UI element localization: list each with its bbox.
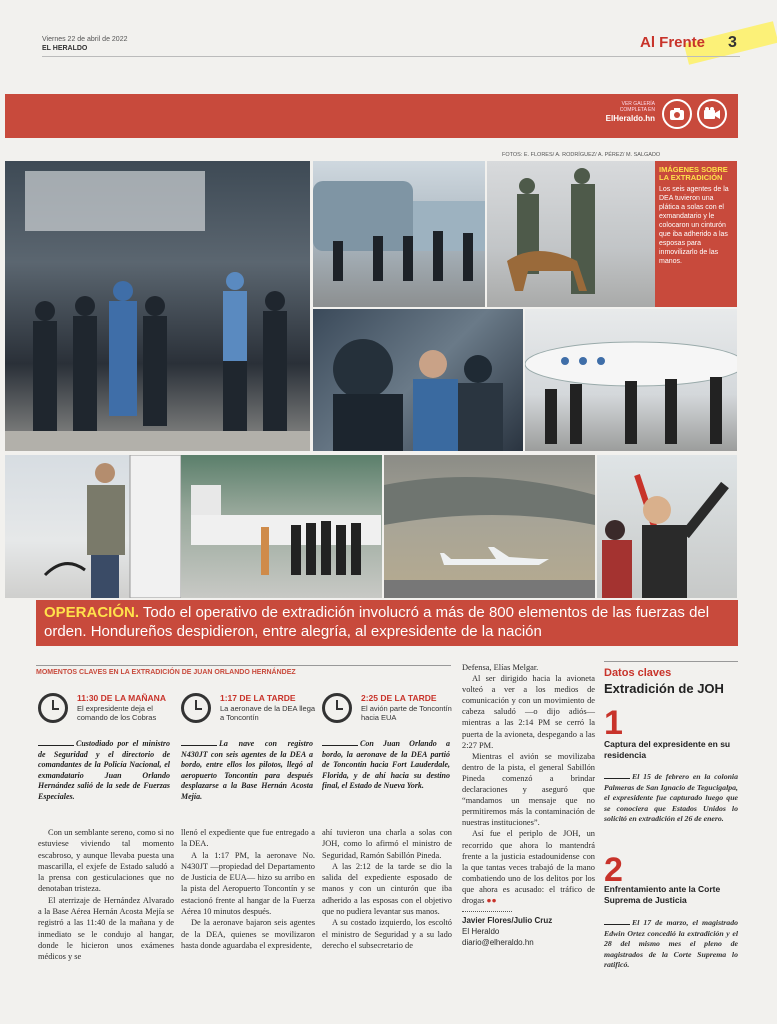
- timeline-time-1: 11:30 DE LA MAÑANA: [77, 693, 166, 703]
- photo-dea-plane-boarding: [525, 309, 737, 451]
- photo-armored-vans: [313, 161, 485, 307]
- article-paragraph: Al ser dirigido hacia la avioneta volteó a ver a los medios de comunicación y con un movimiento de cabeza saludó —o dijo adiós— mientras a las 2:14 PM se cerró la puerta de la avioneta, despegando a las 2:27 PM.: [462, 674, 595, 750]
- gallery-link[interactable]: ElHeraldo.hn: [605, 114, 655, 123]
- images-sidebox: [655, 161, 737, 307]
- article-paragraph: Así fue el periplo de JOH, un recorrido que ahora lo mantendrá frente a la justicia estadounidense con la que tantas veces trabajó de la mano combatiendo uno de los delitos por los que ahora es acusado: el tráfico de drogas ●●: [462, 829, 595, 905]
- timeline-time-3: 2:25 DE LA TARDE: [361, 693, 437, 703]
- timeline-body-3: Con Juan Orlando a bordo, la aeronave de la DEA partió de Toncontín hacia Fort Lauderdale, Florida, y de ahí hacia su destino final, el Estado de Nueva York.: [322, 739, 450, 790]
- article-paragraph: Mientras el avión se movilizaba dentro de la pista, el general Sabillón Pineda comenzó a brindar declaraciones y aseguró que “mandamos un mensaje que no permitiremos más la contaminación de nuestras instituciones”.: [462, 751, 595, 828]
- timeline-desc-2: La aeronave de la DEA llega a Toncontín: [220, 704, 316, 722]
- article-paragraph: De la aeronave bajaron seis agentes de la DEA, quienes se movilizaron hasta donde aguardaba el expresidente,: [181, 918, 315, 950]
- author-email[interactable]: diario@elheraldo.hn: [462, 938, 534, 948]
- datos-title: Extradición de JOH: [604, 681, 724, 696]
- datos-heading-1: Captura del expresidente en su residencia: [604, 739, 731, 760]
- datos-divider: [604, 661, 738, 662]
- datos-number-2: 2: [604, 851, 623, 889]
- article-paragraph: Con un semblante sereno, como si no estuviese viviendo tal momento escabroso, y aunque llevaba puesta una mascarilla, el exjefe de Estado saludó a la prensa con gesticulaciones que no denotaban tristeza.: [38, 828, 174, 894]
- timeline-divider: [36, 665, 451, 666]
- article-column-3: [322, 827, 452, 951]
- photo-plane-takeoff: [384, 455, 595, 598]
- video-camera-icon[interactable]: [697, 99, 727, 129]
- clock-icon: [181, 693, 211, 723]
- datos-number-1: 1: [604, 704, 623, 742]
- article-paragraph: Defensa, Elías Melgar.: [462, 663, 539, 672]
- timeline-body-1: Custodiado por el ministro de Seguridad y el directorio de comandantes de la Policía Nacional, el exmandatario Juan Orlando Hernández salió de la sede de Fuerzas Especiales.: [38, 739, 170, 801]
- page-number: 3: [728, 34, 737, 51]
- article-column-1: [38, 827, 174, 963]
- datos-body-1: El 15 de febrero en la colonia Palmeras de San Ignacio de Tegucigalpa, el expresidente fue capturado luego que se conociera que Estados Unidos lo solicitó en extradición el 26 de enero.: [604, 772, 738, 823]
- issue-date: Viernes 22 de abril de 2022: [42, 36, 128, 43]
- photo-agent-with-chains: [5, 455, 181, 598]
- clock-icon: [322, 693, 352, 723]
- photo-caption-bar: [36, 600, 738, 646]
- article-paragraph: ahí tuvieron una charla a solas con JOH, como lo afirmó el ministro de Seguridad, Ramón Sabillón Pineda.: [322, 828, 452, 860]
- author-names: Javier Flores/Julio Cruz: [462, 916, 553, 926]
- caption-text: Todo el operativo de extradición involucró a más de 800 elementos de las fuerzas del orden. Hondureños despidieron, entre alegría, al expresidente de la nación: [44, 604, 710, 640]
- section-title: Al Frente: [640, 34, 706, 51]
- photo-agents-at-plane: [181, 455, 382, 598]
- camera-icon[interactable]: [662, 99, 692, 129]
- sidebox-title: IMÁGENES SOBRE LA EXTRADICIÓN: [659, 165, 728, 182]
- photo-k9-unit: [487, 161, 655, 307]
- timeline-desc-3: El avión parte de Toncontín hacia EUA: [361, 704, 452, 722]
- author-paper: El Heraldo: [462, 927, 500, 937]
- sidebox-text: Los seis agentes de la DEA tuvieron una plática a solas con el exmandatario y le colocaron un cinturón que iba adherido a las esposas para inmovilizarlo de las manos.: [659, 186, 729, 265]
- photo-police-escort: [5, 161, 310, 451]
- caption-kicker: OPERACIÓN.: [44, 604, 140, 621]
- timeline-time-2: 1:17 DE LA TARDE: [220, 693, 296, 703]
- newspaper-name: EL HERALDO: [42, 45, 88, 52]
- header-divider: [42, 56, 740, 57]
- photo-credits: FOTOS: E. FLORES/ A. RODRÍGUEZ/ A. PÉREZ/ M. SALGADO: [502, 152, 661, 158]
- gallery-label: VER GALERÍA COMPLETA EN: [619, 101, 655, 113]
- photo-prisoner-transfer: [313, 309, 523, 451]
- article-paragraph: A su costado izquierdo, los escoltó el ministro de Seguridad y a su lado derecho el subsecretario de: [322, 918, 452, 950]
- timeline-desc-1: El expresidente deja el comando de los Cobras: [77, 704, 157, 722]
- article-column-4: [462, 662, 595, 948]
- signature-divider: [462, 911, 512, 912]
- datos-body-2: El 17 de marzo, el magistrado Edwin Ortez concedió la extradición y el 28 del mismo mes el pleno de magistrados de la Corte Suprema lo ratificó.: [604, 918, 738, 969]
- article-column-2: [181, 827, 315, 951]
- datos-heading-2: Enfrentamiento ante la Corte Suprema de Justicia: [604, 884, 721, 905]
- article-paragraph: A la 1:17 PM, la aeronave No. N430JT —propiedad del Departamento de Justicia de EUA— hizo su arribo en la pista del Aeropuerto Toncontín y se estacionó frente al hangar de la Fuerza Aérea 10 minutos después.: [181, 850, 315, 917]
- article-paragraph: llenó el expediente que fue entregado a la DEA.: [181, 828, 315, 849]
- clock-icon: [38, 693, 68, 723]
- timeline-body-2: La nave con registro N430JT con seis agentes de la DEA a bordo, entre ellos los pilotos, llegó al aeropuerto Toncontín para después desplazarse a la Base Hernán Acosta Mejía.: [181, 739, 313, 801]
- article-paragraph: A las 2:12 de la tarde se dio la salida del expediente esposado de manos y con un cinturón que iba adherido a las esposas con el objetivo que no pudiera levantar sus manos.: [322, 861, 452, 917]
- photo-celebrating-woman: [597, 455, 737, 598]
- end-mark: ●●: [486, 895, 497, 905]
- article-paragraph: El aterrizaje de Hernández Alvarado a la Base Aérea Hernán Acosta Mejía se registró a las 11:40 de la mañana y de inmediato se le condujo al hangar, donde le hicieron unos exámenes médicos y se: [38, 895, 174, 962]
- datos-label: Datos claves: [604, 667, 672, 679]
- timeline-heading: MOMENTOS CLAVES EN LA EXTRADICIÓN DE JUAN ORLANDO HERNÁNDEZ: [36, 669, 296, 676]
